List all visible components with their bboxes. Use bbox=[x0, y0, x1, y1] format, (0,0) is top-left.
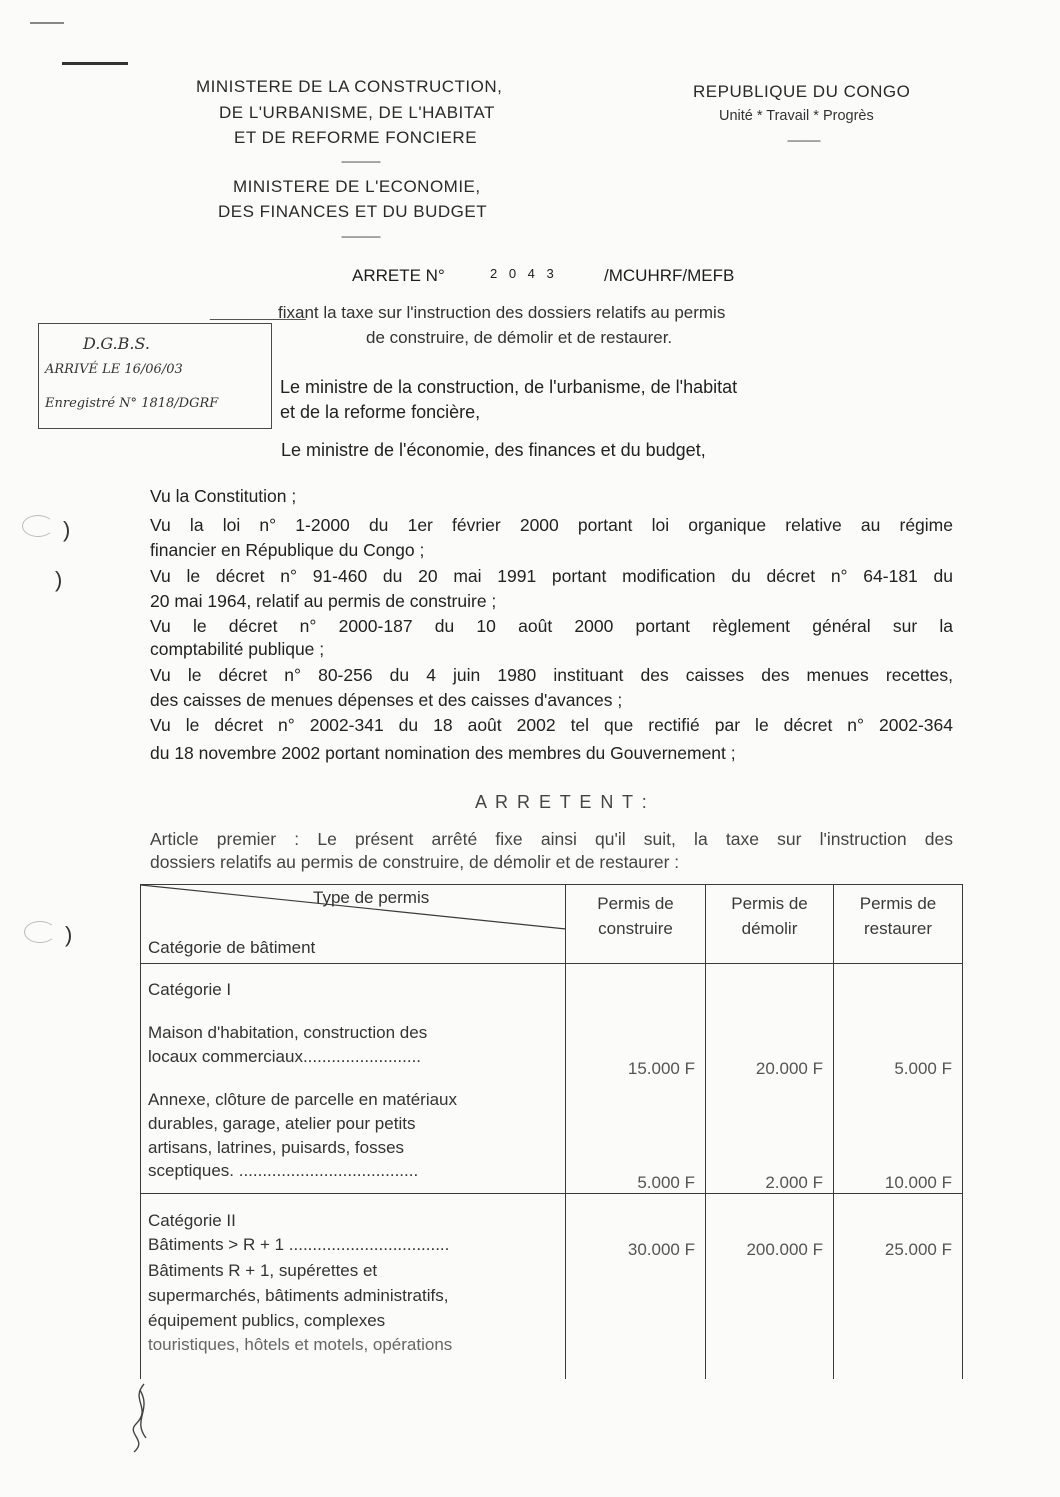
amount: 5.000 F bbox=[637, 1173, 695, 1192]
visa-constitution: Vu la Constitution ; bbox=[150, 486, 297, 506]
amount: 25.000 F bbox=[884, 1240, 952, 1259]
scan-mark bbox=[62, 62, 128, 65]
visa-line: 20 mai 1964, relatif au permis de construire ; bbox=[150, 591, 497, 611]
registration-stamp bbox=[38, 323, 272, 429]
punch-hole-mark bbox=[24, 921, 56, 943]
ministry-construction-line2: DE L'URBANISME, DE L'HABITAT bbox=[219, 103, 495, 122]
cat2-item2-line: supermarchés, bâtiments administratifs, bbox=[148, 1286, 449, 1305]
cat2-item2-line: équipement publics, complexes bbox=[148, 1311, 386, 1330]
cat2-item2-line: touristiques, hôtels et motels, opérations bbox=[148, 1335, 453, 1354]
ministry-economy-line2: DES FINANCES ET DU BUDGET bbox=[218, 202, 488, 221]
cat2-demolir-cell bbox=[706, 1194, 834, 1379]
amount: 2.000 F bbox=[765, 1173, 823, 1192]
visa-line: financier en République du Congo ; bbox=[150, 540, 425, 560]
visa-line: Vu le décret n° 80-256 du 4 juin 1980 instituant des caisses des menues recettes, bbox=[150, 665, 953, 685]
motto-separator: ----------- bbox=[787, 133, 820, 147]
visa-line: Vu le décret n° 2000-187 du 10 août 2000 portant règlement général sur la bbox=[150, 616, 953, 636]
visa-line: Vu le décret n° 91-460 du 20 mai 1991 portant modification du décret n° 64-181 du bbox=[150, 566, 953, 586]
cat1-construire-cell bbox=[566, 964, 706, 1194]
cat1-item1-line: Maison d'habitation, construction des bbox=[148, 1023, 428, 1042]
country-name: REPUBLIQUE DU CONGO bbox=[693, 82, 911, 101]
decree-label: ARRETE N° bbox=[352, 266, 445, 285]
header-separator: ------------- bbox=[341, 154, 380, 168]
minister-construction-line2: et de la reforme foncière, bbox=[280, 402, 481, 422]
cat1-item2-line: artisans, latrines, puisards, fosses bbox=[148, 1138, 405, 1157]
amount: 10.000 F bbox=[884, 1173, 952, 1192]
decree-subject-line2: de construire, de démolir et de restaurer. bbox=[366, 328, 673, 347]
cat1-demolir-cell bbox=[706, 964, 834, 1194]
col-header-line: démolir bbox=[741, 919, 798, 938]
amount: 5.000 F bbox=[894, 1059, 952, 1078]
col-header-restaurer bbox=[834, 885, 963, 964]
col-header-line: Permis de bbox=[859, 894, 937, 913]
stamp-line1: D.G.B.S. bbox=[83, 334, 150, 353]
cat1-item2-line: sceptiques. ...................................... bbox=[148, 1161, 419, 1180]
visa-line: Vu la loi n° 1-2000 du 1er février 2000 portant loi organique relative au régime bbox=[150, 515, 953, 535]
tax-table bbox=[140, 884, 963, 1379]
visa-line: comptabilité publique ; bbox=[150, 639, 325, 659]
corner-header-bottom: Catégorie de bâtiment bbox=[148, 938, 316, 957]
table-header-row bbox=[141, 885, 963, 964]
amount: 30.000 F bbox=[627, 1240, 695, 1259]
corner-header-cell bbox=[141, 885, 566, 964]
decree-number: 2 0 4 3 bbox=[490, 266, 558, 281]
col-header-line: construire bbox=[598, 919, 673, 938]
minister-economy: Le ministre de l'économie, des finances et du budget, bbox=[281, 440, 706, 460]
cat1-item1-line: locaux commerciaux......................... bbox=[148, 1047, 422, 1066]
visa-line: des caisses de menues dépenses et des caisses d'avances ; bbox=[150, 690, 623, 710]
cat1-item2-line: Annexe, clôture de parcelle en matériaux bbox=[148, 1090, 458, 1109]
minister-construction-line1: Le ministre de la construction, de l'urbanisme, de l'habitat bbox=[280, 377, 738, 397]
category-1-description bbox=[141, 964, 566, 1194]
article1-line2: dossiers relatifs au permis de construire, de démolir et de restaurer : bbox=[150, 852, 680, 872]
margin-mark: ) bbox=[65, 922, 73, 947]
category-2-row bbox=[141, 1194, 963, 1379]
amount: 20.000 F bbox=[755, 1059, 823, 1078]
ministry-construction-line1: MINISTERE DE LA CONSTRUCTION, bbox=[196, 77, 503, 96]
margin-mark: ) bbox=[55, 567, 63, 592]
header-separator: ------------- bbox=[341, 229, 380, 243]
decree-subject-line1: fixant la taxe sur l'instruction des dossiers relatifs au permis bbox=[278, 303, 726, 322]
visa-line: Vu le décret n° 2002-341 du 18 août 2002 tel que rectifié par le décret n° 2002-364 bbox=[150, 715, 953, 735]
category-1-row bbox=[141, 964, 963, 1194]
cat2-item1-line: Bâtiments > R + 1 .................................. bbox=[148, 1235, 450, 1254]
article1-line1: Article premier : Le présent arrêté fixe ainsi qu'il suit, la taxe sur l'instruction des bbox=[150, 829, 953, 849]
cat2-restaurer-cell bbox=[834, 1194, 963, 1379]
country-motto: Unité * Travail * Progrès bbox=[719, 108, 874, 124]
handwritten-paraph bbox=[122, 1380, 162, 1460]
cat2-item2-line: Bâtiments R + 1, supérettes et bbox=[148, 1261, 378, 1280]
decree-suffix: /MCUHRF/MEFB bbox=[604, 266, 735, 285]
col-header-line: restaurer bbox=[863, 919, 933, 938]
cat1-restaurer-cell bbox=[834, 964, 963, 1194]
col-header-line: Permis de bbox=[597, 894, 674, 913]
arretent-heading: A R R E T E N T : bbox=[475, 792, 649, 812]
amount: 15.000 F bbox=[627, 1059, 695, 1078]
col-header-line: Permis de bbox=[731, 894, 808, 913]
margin-mark: ) bbox=[63, 517, 71, 542]
ministry-construction-line3: ET DE REFORME FONCIERE bbox=[234, 128, 478, 147]
cat2-construire-cell bbox=[566, 1194, 706, 1379]
category-2-description bbox=[141, 1194, 566, 1379]
corner-header-top: Type de permis bbox=[313, 888, 430, 907]
stamp-line3: Enregistré N° 1818/DGRF bbox=[45, 396, 219, 411]
category-1-title: Catégorie I bbox=[148, 980, 232, 999]
visa-line: du 18 novembre 2002 portant nomination des membres du Gouvernement ; bbox=[150, 743, 736, 763]
cat1-item2-line: durables, garage, atelier pour petits bbox=[148, 1114, 416, 1133]
amount: 200.000 F bbox=[746, 1240, 823, 1259]
punch-hole-mark bbox=[22, 515, 54, 537]
scan-mark bbox=[30, 22, 64, 24]
category-2-title: Catégorie II bbox=[148, 1211, 236, 1230]
col-header-demolir bbox=[706, 885, 834, 964]
col-header-construire bbox=[566, 885, 706, 964]
decree-leader: ____________ bbox=[210, 304, 305, 321]
ministry-economy-line1: MINISTERE DE L'ECONOMIE, bbox=[233, 177, 481, 196]
stamp-line2: ARRIVÉ LE 16/06/03 bbox=[45, 362, 183, 377]
